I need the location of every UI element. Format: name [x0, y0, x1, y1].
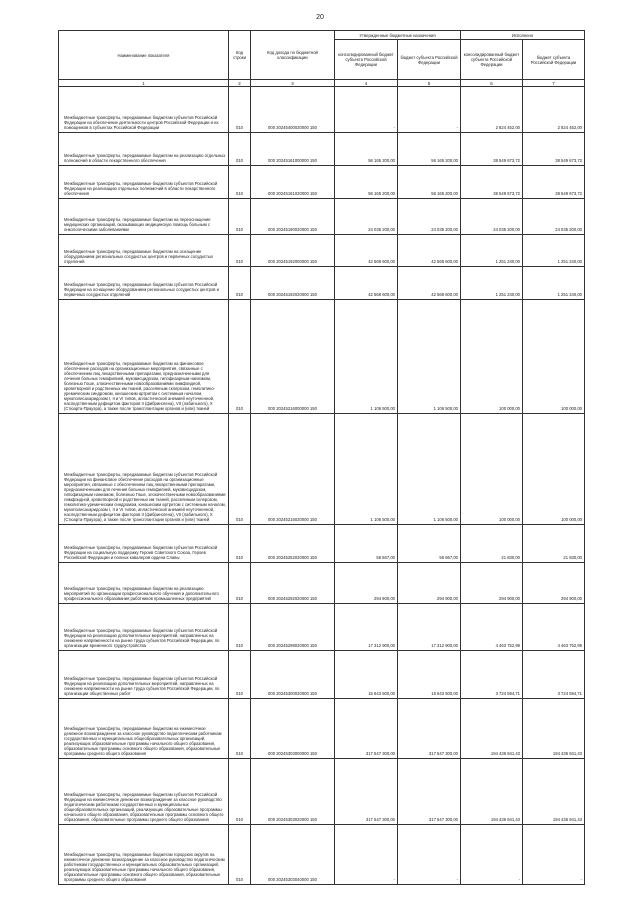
- row-executed-consolidated: 3 724 594,71: [461, 651, 523, 699]
- row-name: Межбюджетные трансферты, передаваемые бюджетам городских округов на ежемесячное денежное вознаграждение за классное руководство педагогическим работникам государственных и муниципальных образовательных организаций, реализующих образовательные программы начального общего образования, образовательные программы основного общего образования, образовательные программы среднего общего образования: [59, 825, 229, 885]
- row-approved-consolidated: 15 643 500,00: [335, 651, 398, 699]
- header-subject-exec: бюджет субъекта Российской Федерации: [523, 40, 585, 80]
- table-row: [59, 414, 585, 525]
- row-executed-consolidated: 2 824 452,00: [461, 87, 523, 133]
- row-code: 010: [229, 651, 251, 699]
- row-approved-consolidated: 1 106 500,00: [335, 300, 398, 414]
- row-name: Межбюджетные трансферты, передаваемые бюджетам на оснащение оборудованием региональных сосудистых центров и первичных сосудистых отделений: [59, 235, 229, 267]
- row-approved-consolidated: 294 900,00: [335, 563, 398, 604]
- row-name: Межбюджетные трансферты, передаваемые бюджетам субъектов Российской Федерации на оснащение оборудованием региональных сосудистых центров и первичных сосудистых отделений: [59, 267, 229, 300]
- row-kbk: 000 20245190020000 150: [251, 199, 335, 235]
- header-kbk: Код дохода по бюджетной классификации: [251, 31, 335, 80]
- row-approved-consolidated: 42 568 600,00: [335, 267, 398, 300]
- row-executed-consolidated: 21 830,00: [461, 525, 523, 563]
- row-code: 010: [229, 87, 251, 133]
- table-row: [59, 133, 585, 166]
- row-code: 010: [229, 235, 251, 267]
- row-executed-subject: 38 549 673,72: [523, 166, 585, 199]
- row-code: 010: [229, 414, 251, 525]
- header-approved-group: Утвержденные бюджетные назначения: [335, 31, 461, 40]
- row-name: Межбюджетные трансферты, передаваемые бюджетам на финансовое обеспечение расходов на организационные мероприятия, связанные с обеспечением лиц лекарственными препаратами, предназначенными для лечения больных гемофилией, муковисцидозом, гипофизарным нанизмом, болезнью Гоше, злокачественными новообразованиями лимфоидной, кроветворной и родственных им тканей, рассеянным склерозом, гемолитико-уремическим синдромом, юношеским артритом с системным началом, мукополисахаридозом I, II и VI типов, апластической анемией неуточненной, наследственным дефицитом факторов II (фибриногена), VII (лабильного), X (Стюарта-Прауэра), а также после трансплантации органов и (или) тканей: [59, 300, 229, 414]
- row-approved-consolidated: -: [335, 87, 398, 133]
- row-executed-consolidated: 100 000,00: [461, 300, 523, 414]
- row-approved-subject: 15 643 500,00: [398, 651, 461, 699]
- row-kbk: 000 20245161020000 150: [251, 166, 335, 199]
- row-executed-subject: 100 000,00: [523, 414, 585, 525]
- row-kbk: 000 20245303040000 150: [251, 825, 335, 885]
- row-executed-subject: 2 824 452,00: [523, 87, 585, 133]
- row-code: 010: [229, 525, 251, 563]
- row-name: Межбюджетные трансферты, передаваемые бюджетам субъектов Российской Федерации на финансовое обеспечение расходов на организационные мероприятия, связанные с обеспечением лиц лекарственными препаратами, предназначенными для лечения больных гемофилией, муковисцидозом, гипофизарным нанизмом, болезнью Гоше, злокачественными новообразованиями лимфоидной, кроветворной и родственных им тканей, рассеянным склерозом, гемолитико-уремическим синдромом, юношеским артритом с системным началом, мукополисахаридозом I, II и VI типов, апластической анемией неуточненной, наследственным дефицитом факторов II (фибриногена), VII (лабильного), X (Стюарта-Прауэра), а также после трансплантации органов и (или) тканей: [59, 414, 229, 525]
- row-executed-consolidated: 1 251 240,00: [461, 267, 523, 300]
- row-code: 010: [229, 300, 251, 414]
- table-row: [59, 699, 585, 759]
- row-kbk: 000 20245303020000 150: [251, 759, 335, 825]
- column-number: 2: [229, 80, 251, 87]
- row-approved-subject: 56 165 200,00: [398, 133, 461, 166]
- row-executed-consolidated: 294 900,00: [461, 563, 523, 604]
- row-kbk: 000 20245192020000 150: [251, 267, 335, 300]
- row-kbk: 000 20245298020000 150: [251, 604, 335, 651]
- row-approved-subject: -: [398, 825, 461, 885]
- row-approved-subject: 42 568 600,00: [398, 235, 461, 267]
- row-approved-consolidated: 42 568 600,00: [335, 235, 398, 267]
- row-approved-consolidated: 56 667,00: [335, 525, 398, 563]
- row-name: Межбюджетные трансферты, передаваемые бюджетам субъектов Российской Федерации на реализацию дополнительных мероприятий, направленных на снижение напряженности на рынке труда субъектов Российской Федерации, по организации временного трудоустройства: [59, 604, 229, 651]
- row-name: Межбюджетные трансферты, передаваемые бюджетам на реализацию отдельных полномочий в области лекарственного обеспечения: [59, 133, 229, 166]
- row-kbk: 000 20245400020000 150: [251, 87, 335, 133]
- row-approved-consolidated: 17 312 900,00: [335, 604, 398, 651]
- row-approved-subject: 317 547 300,00: [398, 699, 461, 759]
- column-number: 3: [251, 80, 335, 87]
- header-consolidated-exec: консолидированный бюджет субъекта Российской Федерации: [461, 40, 523, 80]
- column-number: 5: [398, 80, 461, 87]
- row-approved-consolidated: 56 165 200,00: [335, 133, 398, 166]
- row-code: 010: [229, 604, 251, 651]
- table-row: [59, 825, 585, 885]
- row-name: Межбюджетные трансферты, передаваемые бюджетам на реализацию мероприятий по организации профессионального обучения и дополнительного профессионального образования работников промышленных предприятий: [59, 563, 229, 604]
- table-row: [59, 267, 585, 300]
- row-kbk: 000 20245161000000 150: [251, 133, 335, 166]
- row-name: Межбюджетные трансферты, передаваемые бюджетам субъектов Российской Федерации на обеспечение деятельности центров Российской Федерации и их помощников в субъектах Российской Федерации: [59, 87, 229, 133]
- row-executed-subject: 4 463 752,99: [523, 604, 585, 651]
- row-kbk: 000 20245252020000 150: [251, 525, 335, 563]
- row-name: Межбюджетные трансферты, передаваемые бюджетам субъектов Российской Федерации на ежемесячное денежное вознаграждение за классное руководство педагогическим работникам государственных и муниципальных общеобразовательных организаций, реализующих образовательные программы начального общего образования, образовательные программы основного общего образования, образовательные программы среднего общего образования: [59, 759, 229, 825]
- row-executed-subject: 194 436 941,43: [523, 759, 585, 825]
- row-approved-consolidated: 1 106 500,00: [335, 414, 398, 525]
- row-name: Межбюджетные трансферты, передаваемые бюджетам субъектов Российской Федерации на реализацию отдельных полномочий в области лекарственного обеспечения: [59, 166, 229, 199]
- row-approved-subject: 1 106 500,00: [398, 414, 461, 525]
- row-kbk: 000 20245216020000 150: [251, 414, 335, 525]
- row-approved-subject: 56 165 200,00: [398, 166, 461, 199]
- table-row: [59, 604, 585, 651]
- row-approved-consolidated: 317 547 300,00: [335, 759, 398, 825]
- row-approved-consolidated: 24 035 200,00: [335, 199, 398, 235]
- row-approved-subject: 317 547 300,00: [398, 759, 461, 825]
- row-executed-subject: -: [523, 825, 585, 885]
- table-row: [59, 166, 585, 199]
- row-code: 010: [229, 199, 251, 235]
- row-kbk: 000 20245292020000 150: [251, 563, 335, 604]
- row-approved-consolidated: -: [335, 825, 398, 885]
- table-row: [59, 525, 585, 563]
- row-kbk: 000 20245216000000 150: [251, 300, 335, 414]
- row-approved-subject: 1 106 500,00: [398, 300, 461, 414]
- row-executed-consolidated: 194 436 941,43: [461, 759, 523, 825]
- table-row: [59, 87, 585, 133]
- budget-table: [58, 30, 585, 885]
- row-executed-subject: 38 549 673,72: [523, 133, 585, 166]
- row-executed-subject: 21 830,00: [523, 525, 585, 563]
- row-executed-consolidated: -: [461, 825, 523, 885]
- row-executed-consolidated: 1 251 240,00: [461, 235, 523, 267]
- row-executed-subject: 3 724 594,71: [523, 651, 585, 699]
- table-row: [59, 235, 585, 267]
- row-kbk: 000 20245300020000 150: [251, 651, 335, 699]
- column-number: 4: [335, 80, 398, 87]
- row-executed-subject: 1 251 240,00: [523, 267, 585, 300]
- row-executed-consolidated: 38 549 673,72: [461, 166, 523, 199]
- row-code: 010: [229, 759, 251, 825]
- row-code: 010: [229, 267, 251, 300]
- row-code: 010: [229, 563, 251, 604]
- table-row: [59, 199, 585, 235]
- row-kbk: 000 20245192000000 150: [251, 235, 335, 267]
- column-number: 7: [523, 80, 585, 87]
- page-number: 20: [316, 14, 324, 21]
- row-executed-subject: 100 000,00: [523, 300, 585, 414]
- row-executed-consolidated: 194 436 941,43: [461, 699, 523, 759]
- column-number: 1: [59, 80, 229, 87]
- row-approved-consolidated: 56 165 200,00: [335, 166, 398, 199]
- row-kbk: 000 20245303000000 150: [251, 699, 335, 759]
- row-executed-subject: 194 436 941,43: [523, 699, 585, 759]
- row-executed-subject: 294 900,00: [523, 563, 585, 604]
- row-executed-consolidated: 24 035 200,00: [461, 199, 523, 235]
- row-approved-subject: 56 667,00: [398, 525, 461, 563]
- row-name: Межбюджетные трансферты, передаваемые бюджетам субъектов Российской Федерации на реализацию дополнительных мероприятий, направленных на снижение напряженности на рынке труда субъектов Российской Федерации, по организации общественных работ: [59, 651, 229, 699]
- row-name: Межбюджетные трансферты, передаваемые бюджетам субъектов Российской Федерации на социальную поддержку Героев Советского Союза, Героев Российской Федерации и полных кавалеров ордена Славы: [59, 525, 229, 563]
- row-name: Межбюджетные трансферты, передаваемые бюджетам на ежемесячное денежное вознаграждение за классное руководство педагогическим работникам государственных и муниципальных общеобразовательных организаций, реализующих образовательные программы начального общего образования, образовательные программы основного общего образования, образовательные программы среднего общего образования: [59, 699, 229, 759]
- header-consolidated: консолидированный бюджет субъекта Российской Федерации: [335, 40, 398, 80]
- row-executed-subject: 1 251 240,00: [523, 235, 585, 267]
- header-name: Наименование показателя: [59, 31, 229, 80]
- row-code: 010: [229, 825, 251, 885]
- table-row: [59, 651, 585, 699]
- row-executed-consolidated: 4 463 752,99: [461, 604, 523, 651]
- row-executed-consolidated: 38 549 673,72: [461, 133, 523, 166]
- column-number: 6: [461, 80, 523, 87]
- header-subject: бюджет субъекта Российской Федерации: [398, 40, 461, 80]
- header-code: Код строки: [229, 31, 251, 80]
- row-executed-consolidated: 100 000,00: [461, 414, 523, 525]
- table-row: [59, 300, 585, 414]
- row-code: 010: [229, 166, 251, 199]
- row-executed-subject: 24 035 200,00: [523, 199, 585, 235]
- row-code: 010: [229, 699, 251, 759]
- table-row: [59, 759, 585, 825]
- row-code: 010: [229, 133, 251, 166]
- table-row: [59, 563, 585, 604]
- header-executed-group: Исполнено: [461, 31, 585, 40]
- row-approved-subject: 24 035 200,00: [398, 199, 461, 235]
- row-approved-subject: -: [398, 87, 461, 133]
- row-name: Межбюджетные трансферты, передаваемые бюджетам на переоснащение медицинских организаций, оказывающих медицинскую помощь больным с онкологическими заболеваниями: [59, 199, 229, 235]
- row-approved-consolidated: 317 547 300,00: [335, 699, 398, 759]
- row-approved-subject: 17 312 900,00: [398, 604, 461, 651]
- row-approved-subject: 42 568 600,00: [398, 267, 461, 300]
- row-approved-subject: 294 900,00: [398, 563, 461, 604]
